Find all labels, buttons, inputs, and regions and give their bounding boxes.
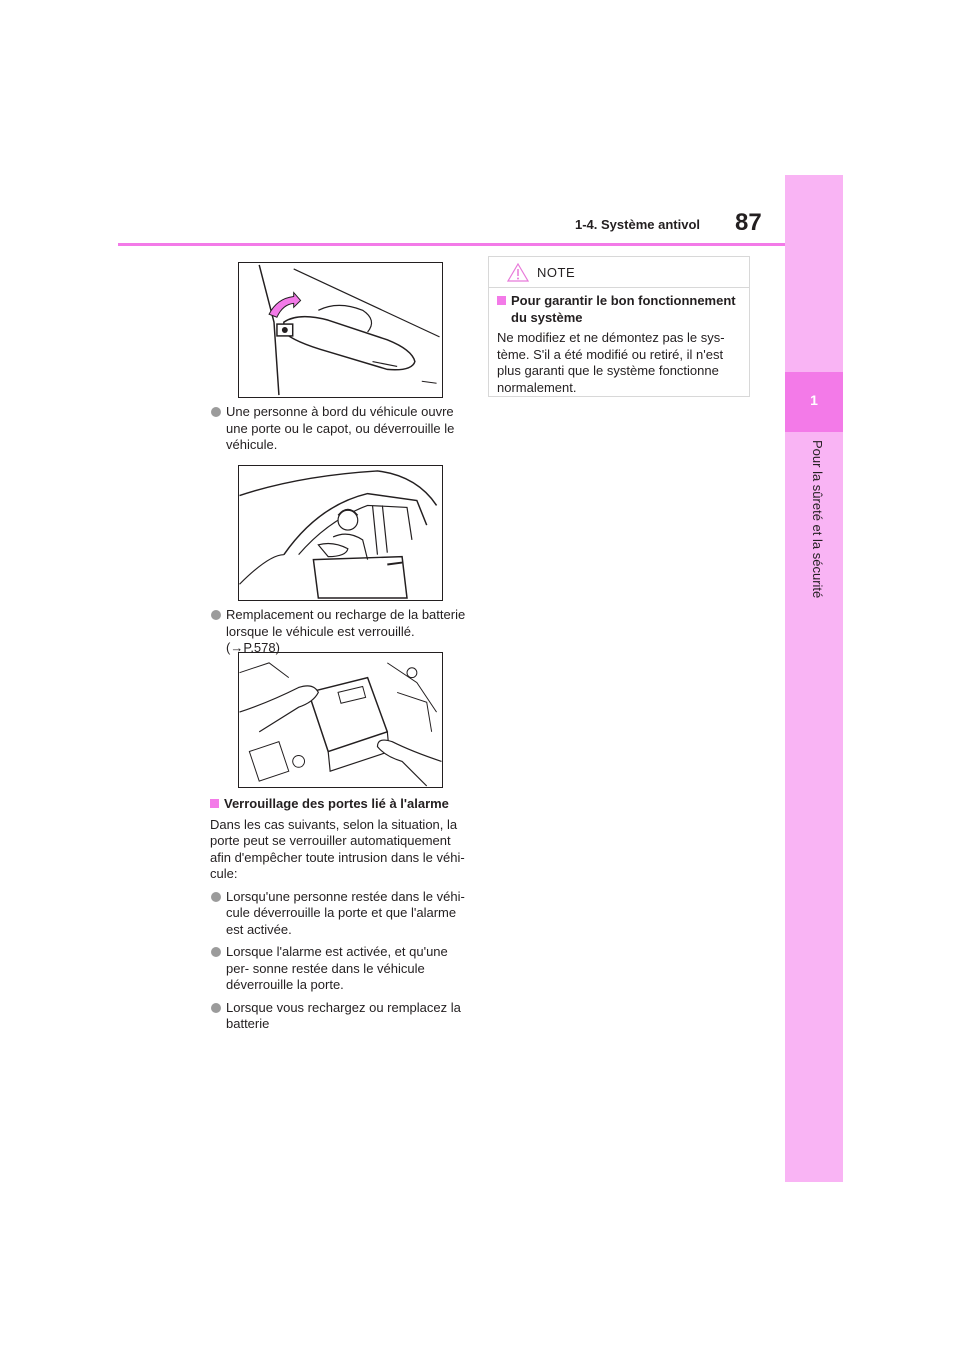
subheading: Verrouillage des portes lié à l'alarme	[210, 796, 472, 813]
note-title: NOTE	[537, 265, 576, 280]
chapter-number: 1	[810, 392, 818, 408]
note-divider	[489, 287, 749, 288]
note-heading: Pour garantir le bon fonctionnement du système	[497, 293, 743, 326]
chapter-title: Pour la sûreté et la sécurité	[810, 440, 825, 599]
bullet-item: Lorsqu'une personne restée dans le véhi- cule déverrouille la porte et que l'alarme est activée.	[210, 889, 472, 939]
battery-replacement-illustration	[238, 652, 443, 788]
bullet-item: Une personne à bord du véhicule ouvre une porte ou le capot, ou déverrouille le véhicule.	[210, 404, 472, 454]
warning-triangle-icon	[507, 263, 529, 282]
person-in-car-illustration	[238, 465, 443, 601]
door-handle-illustration	[238, 262, 443, 398]
section-title: 1-4. Système antivol	[575, 217, 700, 232]
note-box	[488, 256, 750, 397]
note-text: Ne modifiez et ne démontez pas le sys- tème. S'il a été modifié ou retiré, il n'est plus garanti que le système fonctionne normalement.	[497, 330, 725, 395]
bullet-item: Lorsque l'alarme est activée, et qu'une per- sonne restée dans le véhicule déverrouille la porte.	[210, 944, 472, 994]
bullet-item: Lorsque vous rechargez ou remplacez la batterie	[210, 1000, 472, 1033]
note-header	[489, 257, 749, 287]
paragraph: Dans les cas suivants, selon la situation, la porte peut se verrouiller automatiquement afin d'empêcher toute intrusion dans le véhi- cule:	[210, 816, 465, 881]
chapter-side-tab	[785, 175, 843, 1182]
header-rule	[118, 243, 785, 246]
page-number: 87	[735, 209, 762, 236]
bullet-item: Remplacement ou recharge de la batterie lorsque le véhicule est verrouillé. (→P.578)	[210, 607, 472, 657]
